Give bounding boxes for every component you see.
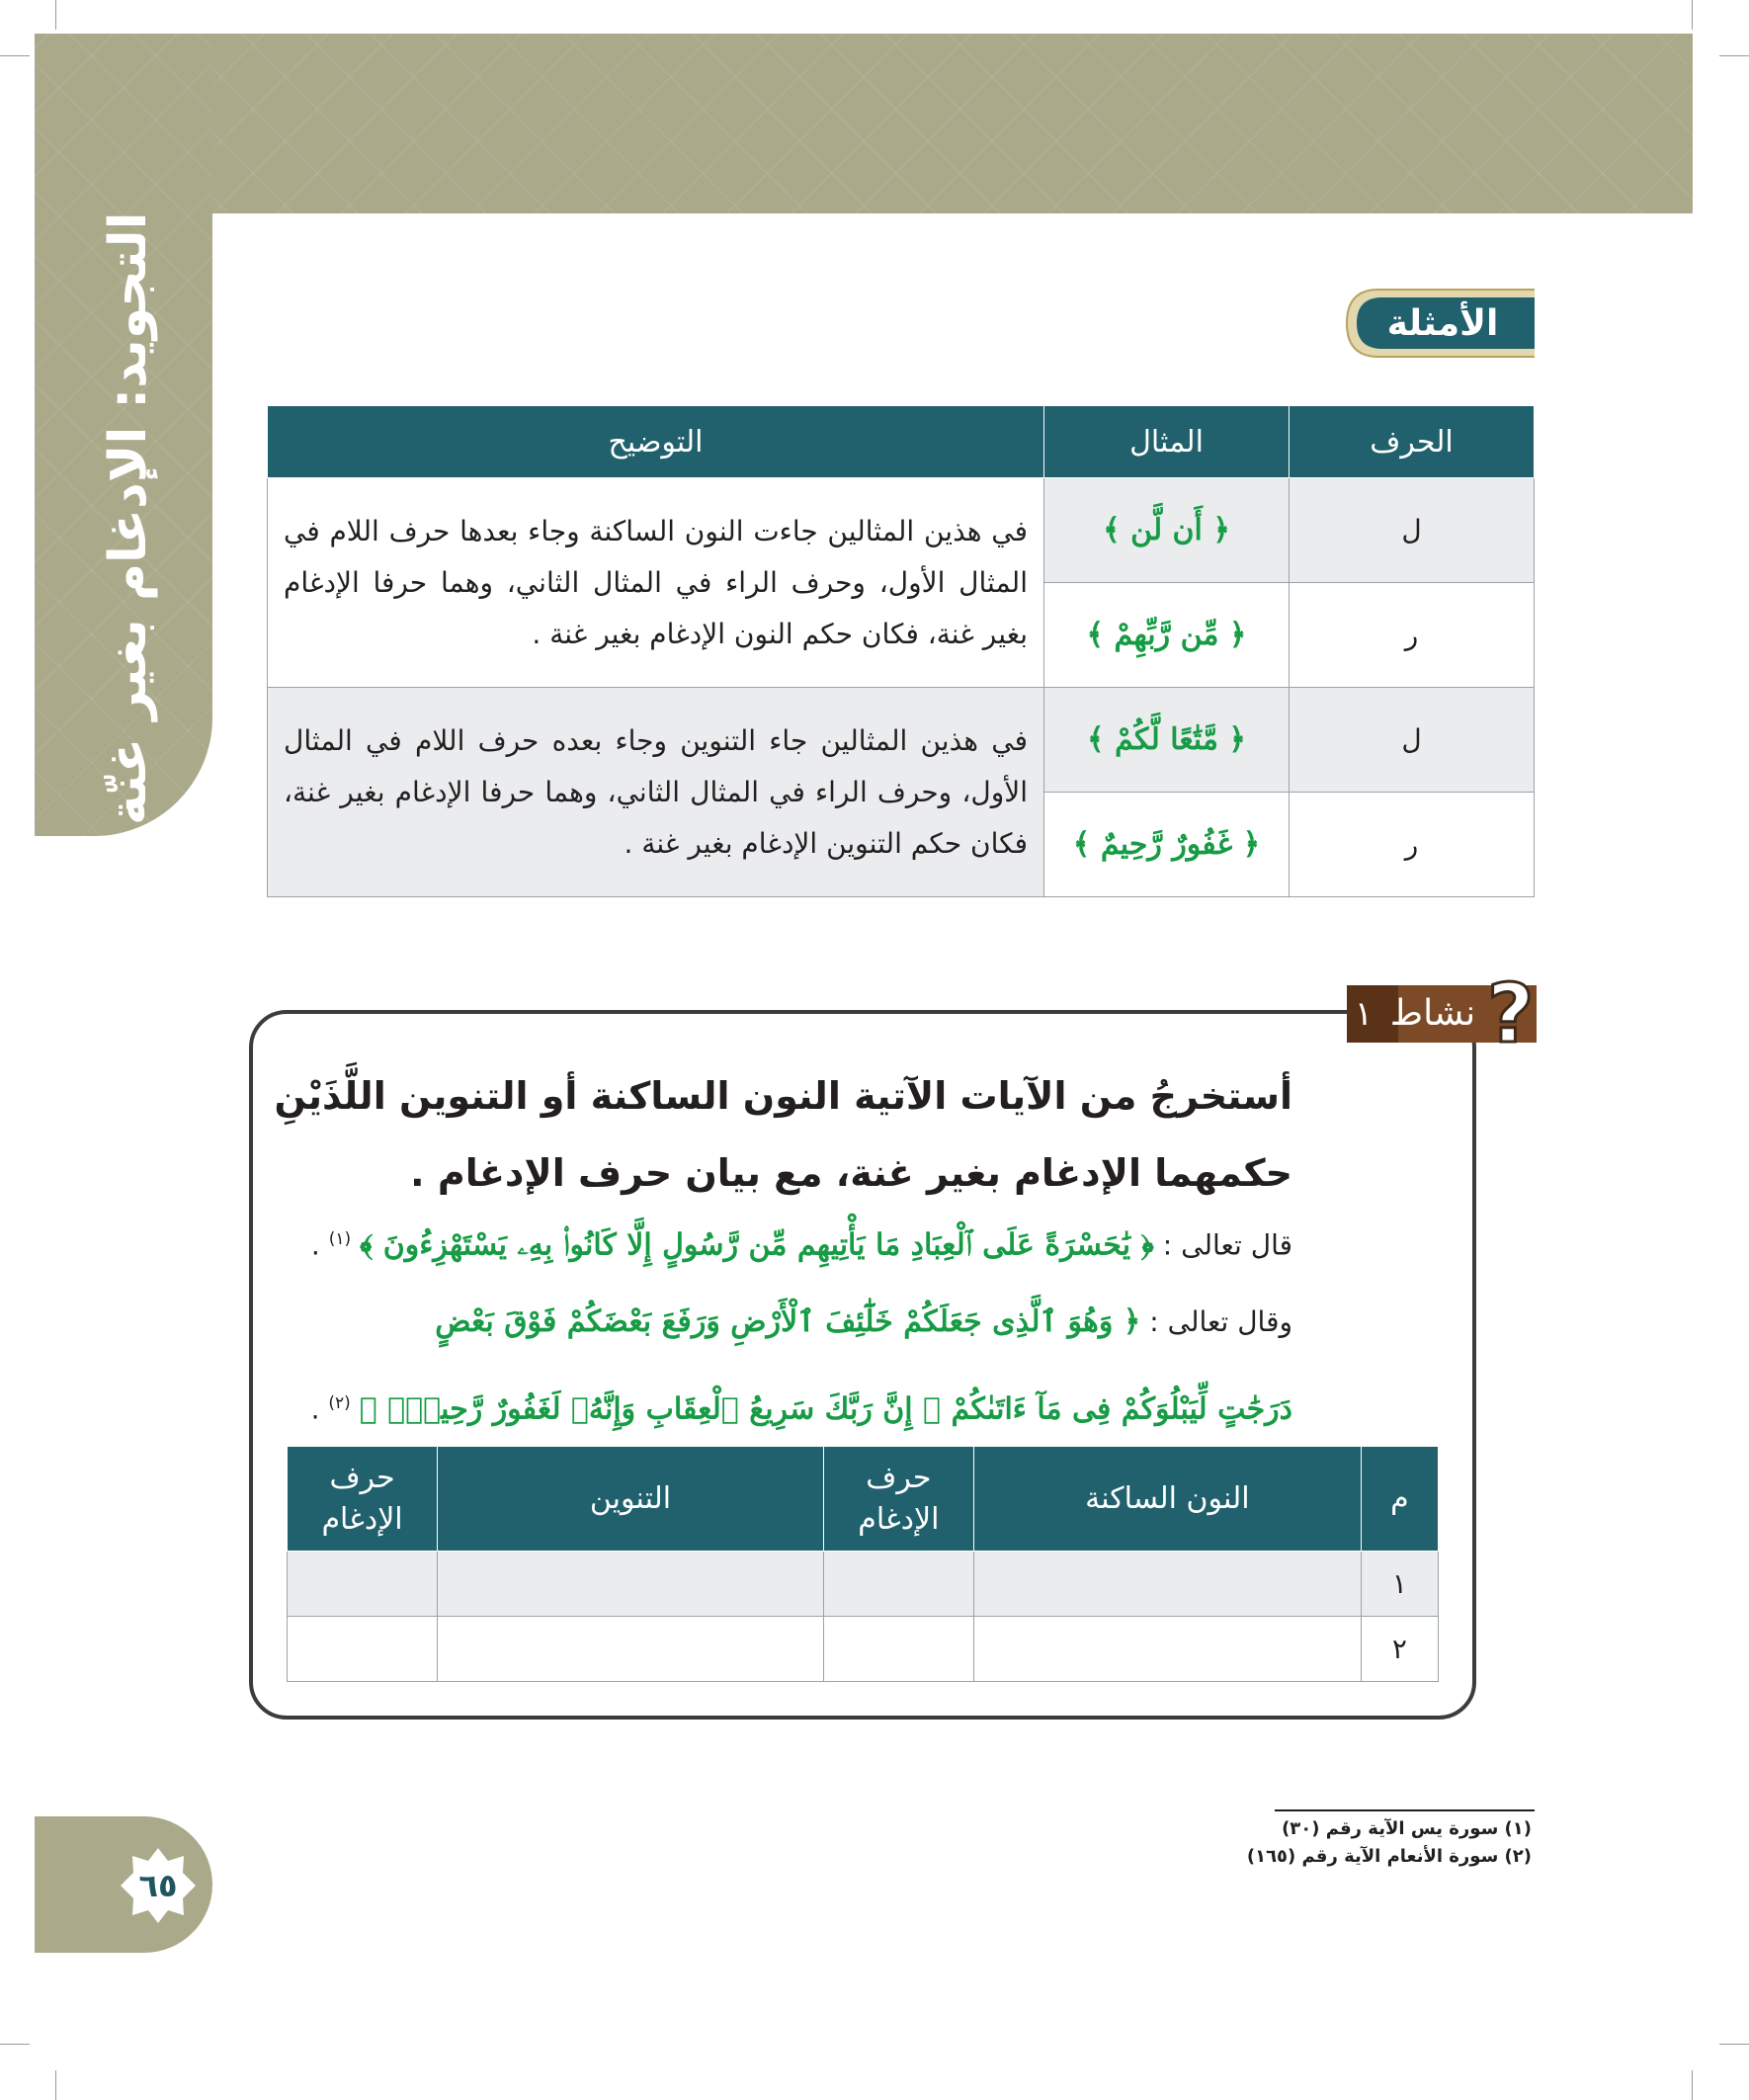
- footnote-divider: [1275, 1809, 1535, 1811]
- answer-cell[interactable]: [288, 1617, 438, 1682]
- verse-text: ﴿ يَٰحَسْرَةً عَلَى ٱلْعِبَادِ مَا يَأْتِيهِم مِّن رَّسُولٍ إِلَّا كَانُوا۟ بِهِۦ يَسْتَهْزِءُونَ ﴾: [360, 1227, 1154, 1263]
- answer-cell[interactable]: [973, 1617, 1361, 1682]
- header-explanation: التوضيح: [268, 406, 1044, 478]
- answer-cell[interactable]: [973, 1552, 1361, 1617]
- verse-1: [259, 1210, 1292, 1275]
- footnote-ref: (١): [328, 1229, 352, 1249]
- example-cell: ﴿ غَفُورٌ رَّحِيمٌ ﴾: [1044, 793, 1290, 897]
- verse-text: دَرَجَٰتٍ لِّيَبْلُوَكُمْ فِى مَآ ءَاتَىٰكُمْ ۗ إِنَّ رَبَّكَ سَرِيعُ ٱلْعِقَابِ وَإِنَّهُۥ لَغَفُورٌ رَّحِيمٌۢ ﴾: [359, 1391, 1292, 1427]
- example-cell: ﴿ مِّن رَّبِّهِمْ ﴾: [1044, 583, 1290, 688]
- verse-2-line-2: [259, 1374, 1292, 1439]
- header-example: المثال: [1044, 406, 1290, 478]
- verse-end: .: [310, 1392, 320, 1426]
- explanation-cell: في هذين المثالين جاءت النون الساكنة وجاء بعدها حرف اللام في المثال الأول، وحرف الراء في المثال الثاني، وهما حرفا الإدغام بغير غنة، فكان حكم النون الإدغام بغير غنة .: [268, 478, 1044, 688]
- verse-2-line-1: [259, 1293, 1292, 1352]
- example-cell: ﴿ مَّتَٰعًا لَّكُمْ ﴾: [1044, 688, 1290, 793]
- verse-text: ﴿ وَهُوَ ٱلَّذِى جَعَلَكُمْ خَلَٰٓئِفَ ٱلْأَرْضِ وَرَفَعَ بَعْضَكُمْ فَوْقَ بَعْضٍ: [435, 1304, 1141, 1339]
- header-noon: النون الساكنة: [973, 1447, 1361, 1552]
- activity-table: [287, 1446, 1439, 1682]
- header-letter: الحرف: [1290, 406, 1535, 478]
- header-m: م: [1361, 1447, 1438, 1552]
- table-row: [268, 688, 1535, 793]
- answer-cell[interactable]: [438, 1617, 824, 1682]
- letter-cell: ل: [1290, 688, 1535, 793]
- answer-cell[interactable]: [823, 1617, 973, 1682]
- table-row: [288, 1552, 1439, 1617]
- explanation-cell: في هذين المثالين جاء التنوين وجاء بعده حرف اللام في المثال الأول، وحرف الراء في المثال الثاني، وهما حرفا الإدغام بغير غنة، فكان حكم التنوين الإدغام بغير غنة .: [268, 688, 1044, 897]
- footnote-1: (١) سورة يس الآية رقم (٣٠): [1282, 1818, 1532, 1839]
- activity-instruction: أستخرجُ من الآيات الآتية النون الساكنة أو التنوين اللَّذَيْنِ حكمهما الإدغام بغير غنة، مع بيان حرف الإدغام .: [274, 1074, 1292, 1195]
- answer-cell[interactable]: [823, 1552, 973, 1617]
- footnote-ref: (٢): [328, 1393, 351, 1413]
- answer-cell[interactable]: [288, 1552, 438, 1617]
- letter-cell: ر: [1290, 793, 1535, 897]
- verse-intro: وقال تعالى :: [1149, 1305, 1292, 1338]
- letter-cell: ر: [1290, 583, 1535, 688]
- letter-cell: ل: [1290, 478, 1535, 583]
- table-row: [288, 1617, 1439, 1682]
- section-title: الأمثلة: [1386, 303, 1499, 344]
- verse-intro: قال تعالى :: [1162, 1228, 1292, 1262]
- chapter-title: التجويد: الإدغام بغير غنّة: [99, 211, 158, 826]
- table-row: [268, 478, 1535, 583]
- header-letter-2: حرف الإدغام: [288, 1447, 438, 1552]
- page-number: ٦٥: [138, 1867, 178, 1904]
- answer-cell[interactable]: [438, 1552, 824, 1617]
- example-cell: ﴿ أَن لَّن ﴾: [1044, 478, 1290, 583]
- examples-table: [267, 405, 1535, 897]
- question-mark-icon: ?: [1487, 967, 1535, 1061]
- header-band: [35, 34, 1693, 213]
- row-number: ١: [1361, 1552, 1438, 1617]
- activity-label: نشاط: [1389, 993, 1476, 1034]
- header-letter-1: حرف الإدغام: [823, 1447, 973, 1552]
- footnote-2: (٢) سورة الأنعام الآية رقم (١٦٥): [1246, 1846, 1532, 1867]
- activity-number: ١: [1354, 994, 1374, 1034]
- row-number: ٢: [1361, 1617, 1438, 1682]
- verse-end: .: [310, 1228, 320, 1262]
- header-tanween: التنوين: [438, 1447, 824, 1552]
